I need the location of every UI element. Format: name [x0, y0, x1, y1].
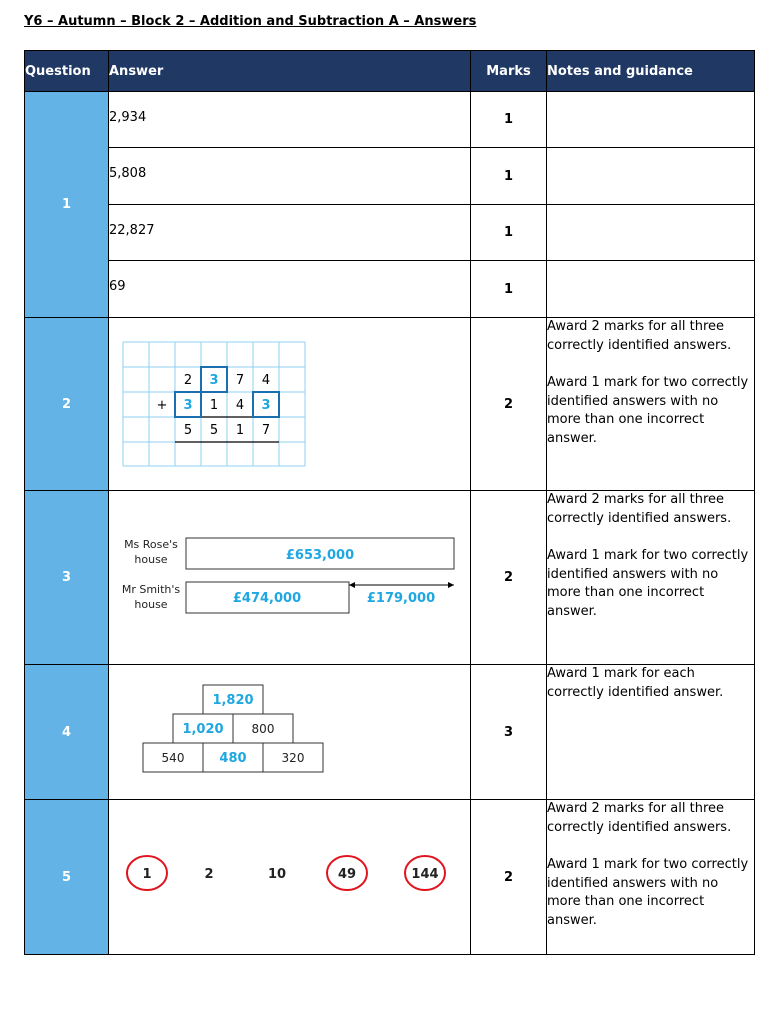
answers-table [24, 50, 755, 955]
table-row [25, 318, 755, 491]
grid-digit: 2 [183, 373, 193, 388]
q1a-notes [547, 92, 755, 148]
q5-notes [547, 800, 755, 955]
q5-answer [109, 800, 471, 955]
arrow-head-left-icon [349, 582, 355, 588]
question-number-4: 4 [25, 665, 109, 800]
question-number-2: 2 [25, 318, 109, 491]
pyramid-answer-bottom: 480 [219, 751, 247, 766]
q2-notes [547, 318, 755, 491]
q1b-marks: 1 [471, 148, 547, 205]
bar-value-bottom: £474,000 [232, 591, 302, 606]
number-option: 144 [411, 867, 439, 882]
header-answer: Answer [109, 51, 471, 92]
q4-answer [109, 665, 471, 800]
q5-note-2: Award 1 mark for two correctly identified answers with no more than one incorrect answer. [547, 857, 749, 928]
difference-value: £179,000 [366, 591, 436, 606]
q2-marks: 2 [471, 318, 547, 491]
q4-notes [547, 665, 755, 800]
number-set [109, 800, 471, 950]
pyramid-answer-middle: 1,020 [182, 722, 224, 737]
pyramid-value: 540 [161, 751, 185, 765]
grid-digit: 5 [183, 423, 193, 438]
q1b-answer: 5,808 [109, 148, 471, 205]
q4-marks: 3 [471, 665, 547, 800]
q3-note-2: Award 1 mark for two correctly identified answers with no more than one incorrect answer. [547, 548, 749, 619]
q4-note-1: Award 1 mark for each correctly identified answer. [547, 666, 724, 700]
number-option: 1 [142, 867, 152, 882]
q1c-notes [547, 205, 755, 261]
q1d-answer: 69 [109, 261, 471, 318]
plus-sign: + [156, 398, 168, 413]
q1b-notes [547, 148, 755, 205]
q1d-notes [547, 261, 755, 318]
number-option: 49 [337, 867, 357, 882]
table-row [25, 148, 755, 205]
bar-model [109, 491, 471, 660]
pyramid-value: 320 [281, 751, 305, 765]
table-header-row [25, 51, 755, 92]
grid-digit: 7 [235, 373, 245, 388]
number-option: 10 [267, 867, 287, 882]
arrow-head-right-icon [448, 582, 454, 588]
bar-label-top-line1: Ms Rose's [124, 538, 178, 551]
q1c-answer: 22,827 [109, 205, 471, 261]
bar-label-bottom-line2: house [134, 598, 168, 611]
q3-answer [109, 491, 471, 665]
pyramid-value: 800 [251, 722, 275, 736]
grid-digit: 7 [261, 423, 271, 438]
table-row [25, 205, 755, 261]
grid-digit-answer: 3 [183, 398, 193, 413]
q1c-marks: 1 [471, 205, 547, 261]
header-notes: Notes and guidance [547, 51, 755, 92]
q5-marks: 2 [471, 800, 547, 955]
grid-digit: 1 [209, 398, 219, 413]
table-row [25, 800, 755, 955]
grid-digit: 4 [261, 373, 271, 388]
bar-label-bottom-line1: Mr Smith's [121, 583, 181, 596]
header-question: Question [25, 51, 109, 92]
bar-value-top: £653,000 [285, 548, 355, 563]
table-row [25, 261, 755, 318]
page-title: Y6 – Autumn – Block 2 – Addition and Subtraction A – Answers [24, 14, 477, 29]
grid-digit-answer: 3 [261, 398, 271, 413]
table-row [25, 665, 755, 800]
question-number-3: 3 [25, 491, 109, 665]
grid-digit: 4 [235, 398, 245, 413]
grid-digit: 5 [209, 423, 219, 438]
q2-note-2: Award 1 mark for two correctly identified answers with no more than one incorrect answer. [547, 375, 749, 446]
q3-note-1: Award 2 marks for all three correctly identified answers. [547, 492, 732, 526]
grid-digit-answer: 3 [209, 373, 219, 388]
table-row [25, 92, 755, 148]
q2-answer [109, 318, 471, 491]
q5-note-1: Award 2 marks for all three correctly identified answers. [547, 801, 732, 835]
question-number-1: 1 [25, 92, 109, 318]
bar-label-top-line2: house [134, 553, 168, 566]
q3-marks: 2 [471, 491, 547, 665]
number-pyramid [109, 665, 471, 795]
question-number-5: 5 [25, 800, 109, 955]
table-row [25, 491, 755, 665]
q1d-marks: 1 [471, 261, 547, 318]
q2-note-1: Award 2 marks for all three correctly identified answers. [547, 319, 732, 353]
number-option: 2 [204, 867, 214, 882]
pyramid-answer-top: 1,820 [212, 693, 254, 708]
header-marks: Marks [471, 51, 547, 92]
q1a-answer: 2,934 [109, 92, 471, 148]
column-addition-grid [109, 318, 471, 486]
q3-notes [547, 491, 755, 665]
q1a-marks: 1 [471, 92, 547, 148]
grid-digit: 1 [235, 423, 245, 438]
